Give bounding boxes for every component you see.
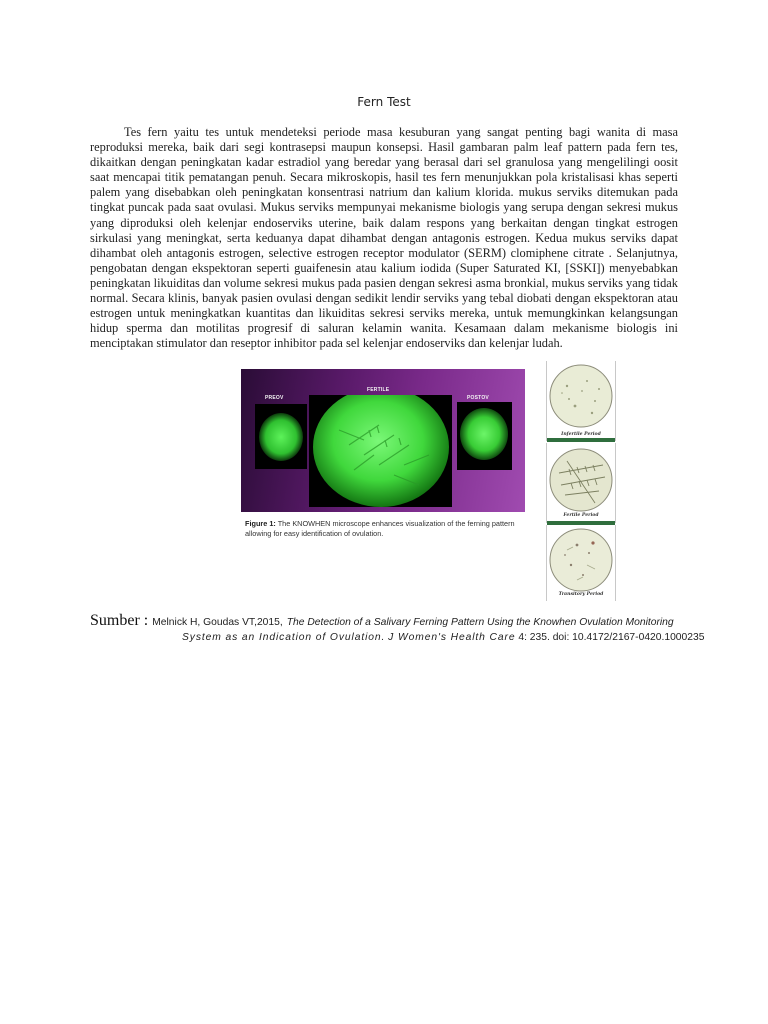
figure-2 (546, 361, 616, 601)
source-label: Sumber : (90, 612, 149, 629)
label-postov: POSTOV (467, 395, 489, 401)
document-title: Fern Test (357, 95, 411, 109)
preov-panel (255, 404, 307, 469)
fertile-label: Fertile Period (563, 513, 599, 518)
source-citation (90, 612, 705, 643)
source-authors: Melnick H, Goudas VT,2015, (152, 617, 283, 628)
source-title-2: System as an Indication of Ovulation. (182, 632, 386, 643)
divider (547, 438, 615, 442)
source-journal: J Women's Health Care (388, 632, 516, 643)
figure-1-caption (245, 519, 527, 539)
label-fertile: FERTILE (367, 387, 390, 393)
figure-1 (241, 369, 527, 547)
body-paragraph: Tes fern yaitu tes untuk mendeteksi periode masa kesuburan yang sangat penting bagi wanita di masa reproduksi mereka, baik dari segi kontrasepsi maupun konsepsi. Hasil gambaran palm leaf pattern pada fern tes, dikaitkan dengan peningkatan kadar estradiol yang beredar yang berasal dari sel granulosa yang mengelilingi oosit saat mencapai titik pematangan penuh. Secara mikroskopis, hasil tes fern menunjukkan pola kristalisasi khas seperti palem yang disebabkan oleh peningkatan konsentrasi natrium dan kalium klorida. mukus serviks ditemukan pada tingkat puncak pada saat ovulasi. Mukus serviks mempunyai mekanisme biologis yang serupa dengan sekresi mukus yang diproduksi oleh kelenjar endoserviks uterine, baik dalam respons yang berkaitan dengan tingkat estrogen sirkulasi yang meningkat, serta keduanya dapat dihambat dengan antagonis estrogen. Kedua mukus serviks dapat dihambat oleh antagonis estrogen, selective estrogen receptor modulator (SERM) clomiphene citrate . Selanjutnya, pengobatan dengan ekspektoran seperti guaifenesin atau kalium iodida (Super Saturated KI, [SSKI]) menyebabkan peningkatan likuiditas dan volume sekresi mukus pada pasien dengan sekresi asma bronkial, mukus serviks yang tidak normal. Secara klinis, banyak pasien ovulasi dengan sedikit lendir serviks yang tebal diobati dengan ekspektoran atau estrogen untuk meningkatkan kuantitas dan likuiditas sekresi serviks mereka, untuk memungkinkan kelangsungan hidup sperma dan motilitas progresif di saluran kelamin wanita. Kesamaan dalam mekanisme biologis ini menciptakan stimulator dan reseptor inhibitor pada sel kelenjar endoserviks dan kelenjar ludah. (90, 125, 678, 351)
infertile-label: Infertile Period (561, 432, 601, 437)
caption-label: Figure 1: (245, 519, 276, 528)
source-line-1 (90, 612, 690, 630)
source-title-1: The Detection of a Salivary Ferning Pattern Using the Knowhen Ovulation Monitoring (286, 617, 674, 628)
source-doi: 4: 235. doi: 10.4172/2167-0420.1000235 (518, 632, 705, 643)
microscope-photo (241, 369, 525, 512)
transitory-sample (546, 525, 616, 601)
source-line-2 (182, 632, 704, 643)
caption-text: The KNOWHEN microscope enhances visualization of the ferning pattern allowing for easy identification of ovulation. (245, 519, 515, 538)
label-preov: PREOV (265, 395, 284, 401)
transitory-label: Transitory Period (558, 592, 604, 597)
fertile-panel (309, 395, 452, 507)
postov-panel (457, 402, 512, 470)
fertile-sample (546, 443, 616, 523)
infertile-sample (546, 361, 616, 441)
